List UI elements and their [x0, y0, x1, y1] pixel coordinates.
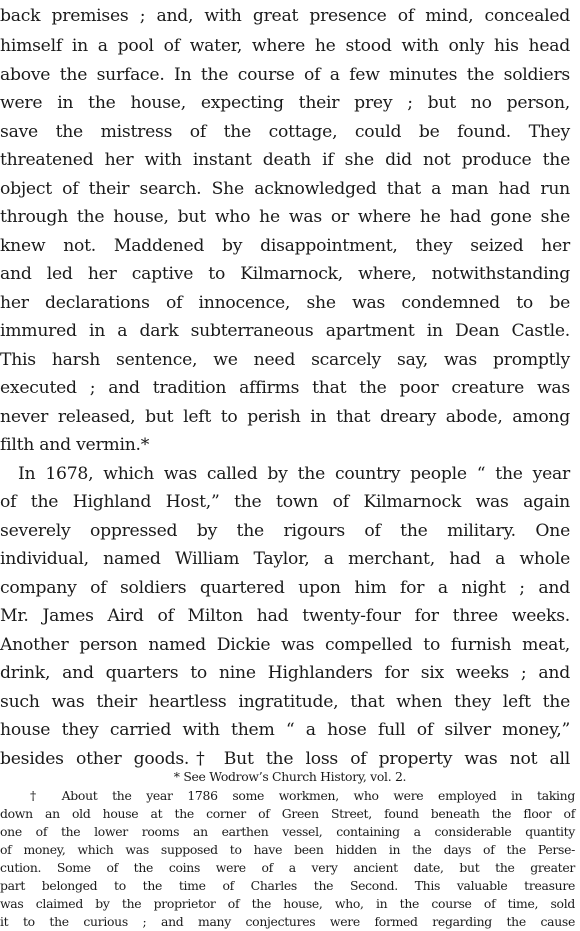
footnote-line: cution. Some of the coins were of a very ancient date, but the greater: [0, 860, 575, 875]
footnote-line: down an old house at the corner of Green Street, found beneath the floor of: [0, 806, 575, 821]
footnote-line: one of the lower rooms an earthen vessel, containing a considerable quantity: [0, 824, 575, 839]
text-line: company of soldiers quartered upon him for a night ; and: [0, 578, 570, 598]
text-line: of the Highland Host,” the town of Kilmarnock was again: [0, 492, 570, 512]
footnote-wodrow: * See Wodrow’s Church History, vol. 2.: [173, 769, 407, 784]
text-line: individual, named William Taylor, a merchant, had a whole: [0, 549, 570, 569]
text-line: This harsh sentence, we need scarcely say, was promptly: [0, 350, 570, 370]
footnote-line: it to the curious ; and many conjectures were formed regarding the cause: [0, 914, 575, 929]
text-line: filth and vermin.*: [0, 435, 150, 455]
text-line: immured in a dark subterraneous apartment in Dean Castle.: [0, 321, 570, 341]
text-line: save the mistress of the cottage, could be found. They: [0, 122, 570, 142]
text-line: her declarations of innocence, she was condemned to be: [0, 293, 570, 313]
footnote-line: was claimed by the proprietor of the house, who, in the course of time, sold: [0, 896, 575, 911]
text-line: above the surface. In the course of a few minutes the soldiers: [0, 65, 570, 85]
footnote-line: of money, which was supposed to have been hidden in the days of the Perse-: [0, 842, 575, 857]
text-line: back premises ; and, with great presence of mind, concealed: [0, 6, 570, 26]
text-line: Another person named Dickie was compelled to furnish meat,: [0, 635, 570, 655]
text-line: Mr. James Aird of Milton had twenty-four for three weeks.: [0, 606, 570, 626]
text-line: executed ; and tradition affirms that the poor creature was: [0, 378, 570, 398]
text-line: house they carried with them “ a hose full of silver money,”: [0, 720, 570, 740]
footnote-line: † About the year 1786 some workmen, who were employed in taking: [30, 788, 575, 803]
paragraph-first-line: In 1678, which was called by the country people “ the year: [18, 464, 570, 484]
text-line: such was their heartless ingratitude, that when they left the: [0, 692, 570, 712]
text-line: himself in a pool of water, where he stood with only his head: [0, 36, 570, 56]
text-line: threatened her with instant death if she did not produce the: [0, 150, 570, 170]
text-line: never released, but left to perish in that dreary abode, among: [0, 407, 570, 427]
text-line: through the house, but who he was or where he had gone she: [0, 207, 570, 227]
text-line: severely oppressed by the rigours of the military. One: [0, 521, 570, 541]
footnote-line: part belonged to the time of Charles the Second. This valuable treasure: [0, 878, 575, 893]
text-line: and led her captive to Kilmarnock, where, notwithstanding: [0, 264, 570, 284]
text-line: were in the house, expecting their prey ; but no person,: [0, 93, 570, 113]
text-line: knew not. Maddened by disappointment, they seized her: [0, 236, 570, 256]
text-line: besides other goods.† But the loss of property was not all: [0, 749, 570, 769]
text-line: object of their search. She acknowledged that a man had run: [0, 179, 570, 199]
text-line: drink, and quarters to nine Highlanders for six weeks ; and: [0, 663, 570, 683]
